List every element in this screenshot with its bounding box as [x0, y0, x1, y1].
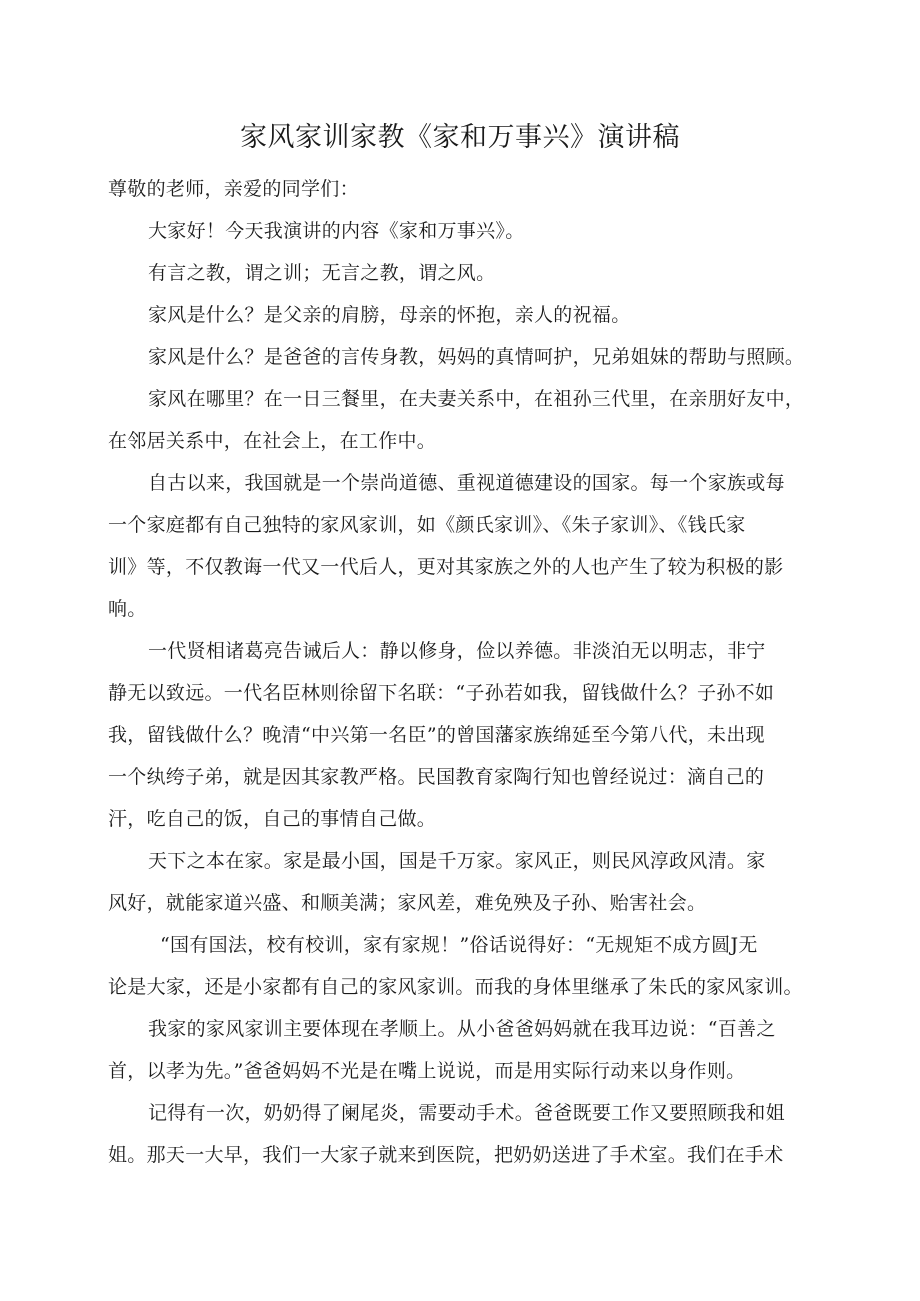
paragraph-line: 静无以致远。一代名臣林则徐留下名联：“子孙若如我，留钱做什么？子孙不如 [108, 682, 775, 704]
paragraph-line: 响。 [108, 598, 147, 620]
paragraph-line: 论是大家，还是小家都有自己的家风家训。而我的身体里继承了朱氏的家风家训。 [108, 976, 803, 998]
paragraph-line: 风好，就能家道兴盛、和顺美满；家风差，难免殃及子孙、贻害社会。 [108, 892, 707, 914]
paragraph-line: 天下之本在家。家是最小国，国是千万家。家风正，则民风淳政风清。家 [148, 850, 766, 872]
paragraph-line: 汗，吃自己的饭，自己的事情自己做。 [108, 808, 437, 830]
paragraph-line: 自古以来，我国就是一个崇尚道德、重视道德建设的国家。每一个家族或每 [148, 472, 785, 494]
paragraph-line: “国有国法，校有校训，家有家规！”俗话说得好：“无规矩不成方圆J无 [160, 934, 758, 956]
document-title: 家风家训家教《家和万事兴》演讲稿 [240, 122, 680, 153]
paragraph-line: 大家好！今天我演讲的内容《家和万事兴》。 [148, 220, 525, 242]
paragraph-line: 一代贤相诸葛亮告诫后人：静以修身，俭以养德。非淡泊无以明志，非宁 [148, 640, 766, 662]
paragraph-line: 家风在哪里？在一日三餐里，在夫妻关系中，在祖孙三代里，在亲朋好友中， [148, 388, 805, 410]
paragraph-line: 家风是什么？是爸爸的言传身教，妈妈的真情呵护，兄弟姐妹的帮助与照顾。 [148, 346, 805, 368]
paragraph-line: 有言之教，谓之训；无言之教，谓之风。 [148, 262, 496, 284]
paragraph-line: 家风是什么？是父亲的肩膀，母亲的怀抱，亲人的祝福。 [148, 304, 631, 326]
paragraph-line: 在邻居关系中，在社会上，在工作中。 [108, 430, 437, 452]
paragraph-line: 姐。那天一大早，我们一大家子就来到医院，把奶奶送进了手术室。我们在手术 [108, 1144, 784, 1166]
paragraph-line: 我家的家风家训主要体现在孝顺上。从小爸爸妈妈就在我耳边说：“百善之 [148, 1018, 776, 1040]
paragraph-line: 一个家庭都有自己独特的家风家训，如《颜氏家训》、《朱子家训》、《钱氏家 [108, 514, 746, 536]
paragraph-line: 我，留钱做什么？晚清“中兴第一名臣”的曾国藩家族绵延至今第八代，未出现 [108, 724, 765, 746]
paragraph-line: 一个纨绔子弟，就是因其家教严格。民国教育家陶行知也曾经说过：滴自己的 [108, 766, 765, 788]
document-body [108, 168, 828, 1176]
paragraph-line: 首，以孝为先。”爸爸妈妈不光是在嘴上说说，而是用实际行动来以身作则。 [108, 1060, 746, 1082]
paragraph-line: 记得有一次，奶奶得了阑尾炎，需要动手术。爸爸既要工作又要照顾我和姐 [148, 1102, 785, 1124]
paragraph-line: 训》等，不仅教诲一代又一代后人，更对其家族之外的人也产生了较为积极的影 [108, 556, 784, 578]
salutation: 尊敬的老师，亲爱的同学们： [108, 178, 359, 200]
